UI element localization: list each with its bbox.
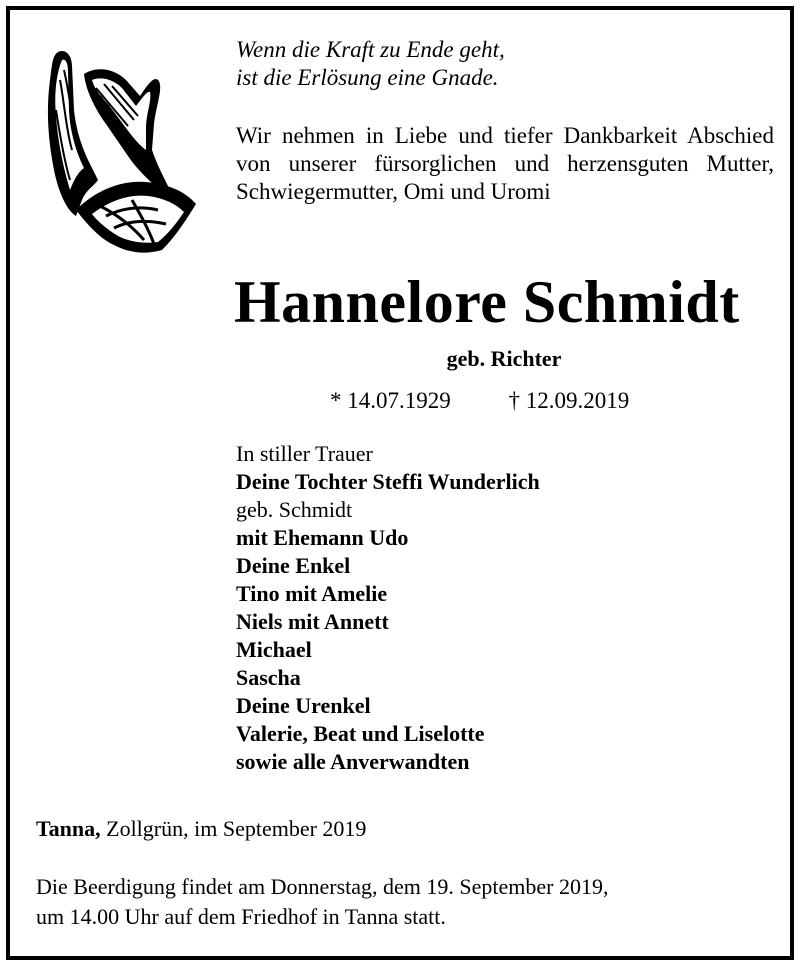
mourner-line: sowie alle Anverwandten [236, 749, 470, 774]
motto-verse [236, 36, 505, 92]
place-rest: Zollgrün, im September 2019 [100, 816, 367, 841]
funeral-line-1: Die Beerdigung findet am Donnerstag, dem 19. September 2019, [36, 874, 609, 899]
mourning-heading: In stiller Trauer [236, 441, 373, 466]
mourner-line: mit Ehemann Udo [236, 525, 409, 550]
funeral-notice [36, 872, 776, 932]
deceased-name: Hannelore Schmidt [234, 269, 740, 335]
birth-date: * 14.07.1929 [330, 388, 451, 413]
mourners-list [236, 440, 540, 776]
mourner-line: geb. Schmidt [236, 497, 353, 522]
mourner-line: Deine Urenkel [236, 693, 371, 718]
obituary-frame [6, 6, 794, 960]
motto-line-1: Wenn die Kraft zu Ende geht, [236, 37, 505, 62]
born-name: geb. Richter [446, 346, 562, 371]
intro-text: Wir nehmen in Liebe und tiefer Dankbarkeit Abschied von unserer fürsorglichen und herzensguten Mutter, Schwiegermutter, Omi und Uromi [236, 123, 774, 204]
mourner-line: Niels mit Annett [236, 609, 389, 634]
mourner-line: Sascha [236, 665, 301, 690]
praying-hands-icon [36, 40, 196, 258]
funeral-line-2: um 14.00 Uhr auf dem Friedhof in Tanna statt. [36, 904, 446, 929]
mourner-line: Valerie, Beat und Liselotte [236, 721, 485, 746]
motto-line-2: ist die Erlösung eine Gnade. [236, 65, 499, 90]
death-date: † 12.09.2019 [508, 388, 630, 413]
mourner-line: Tino mit Amelie [236, 581, 388, 606]
mourner-line: Michael [236, 637, 312, 662]
place-date [36, 816, 366, 842]
place-town: Tanna, [36, 816, 101, 841]
life-dates [330, 388, 629, 414]
mourner-line: Deine Enkel [236, 553, 351, 578]
mourner-line: Deine Tochter Steffi Wunderlich [236, 469, 540, 494]
